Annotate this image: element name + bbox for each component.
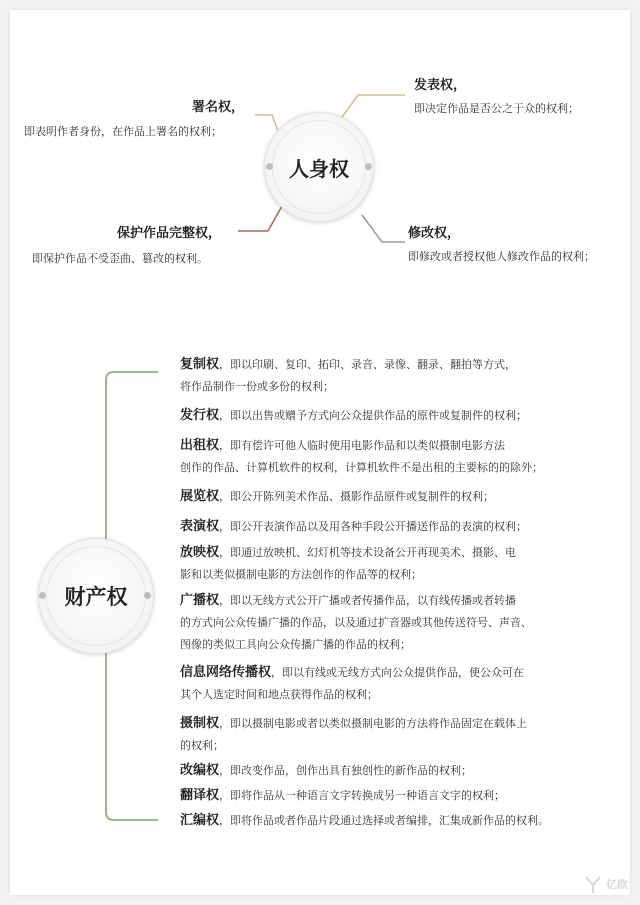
branch-desc: 即保护作品不受歪曲、篡改的权利。 [32, 252, 208, 265]
item-title: 出租权 [180, 438, 220, 453]
item-desc: ，即将作品从一种语言文字转换成另一种语言文字的权利； [219, 789, 506, 802]
item-desc-cont: 的权利； [180, 739, 224, 752]
watermark [584, 875, 628, 895]
yiou-logo-icon [584, 875, 602, 895]
item-title: 放映权 [180, 545, 220, 560]
property-rights-title: 财产权 [64, 585, 128, 609]
item-title: 汇编权 [180, 813, 220, 828]
item-title: 翻译权 [180, 788, 220, 803]
item-desc: ，即改变作品，创作出具有独创性的新作品的权利； [219, 764, 473, 777]
item-desc: ，即以无线方式公开广播或者传播作品，以有线传播或者转播 [219, 594, 517, 607]
item-desc-cont: 创作的作品、计算机软件的权利，计算机软件不是出租的主要标的的除外； [180, 461, 543, 474]
item-desc: ，即以出售或赠予方式向公众提供作品的原件或复制件的权利； [219, 409, 528, 422]
property-item-rental [180, 435, 543, 479]
item-desc: ，即公开表演作品以及用各种手段公开播送作品的表演的权利； [219, 520, 528, 533]
property-item-exhibition [180, 486, 494, 508]
item-desc-cont: 其个人选定时间和地点获得作品的权利； [180, 688, 378, 701]
item-desc-cont: 影和以类似摄制电影的方法创作的作品等的权利； [180, 568, 422, 581]
property-item-performance [180, 516, 527, 538]
diagram-card [10, 10, 630, 895]
property-item-broadcast [180, 590, 532, 656]
item-title: 信息网络传播权 [180, 665, 272, 680]
property-item-network [180, 662, 524, 706]
item-desc: ，即有偿许可他人临时使用电影作品和以类似摄制电影方法 [219, 439, 506, 452]
branch-desc: 即修改或者授权他人修改作品的权利； [408, 250, 595, 263]
item-desc-cont: 将作品制作一份或多份的权利； [180, 380, 334, 393]
property-item-filming [180, 713, 527, 757]
property-item-adaptation [180, 760, 472, 782]
item-title: 复制权 [180, 357, 220, 372]
branch-title: 署名权， [192, 100, 245, 115]
item-desc: ，即通过放映机、幻灯机等技术设备公开再现美术、摄影、电 [219, 546, 517, 559]
property-item-reproduction [180, 354, 516, 398]
property-item-screening [180, 542, 516, 586]
item-title: 广播权 [180, 593, 220, 608]
item-desc: ，即公开陈列美术作品、摄影作品原件或复制件的权利； [219, 490, 495, 503]
item-desc-cont: 图像的类似工具向公众传播广播的作品的权利； [180, 638, 411, 651]
item-title: 摄制权 [180, 716, 220, 731]
branch-desc: 即表明作者身份，在作品上署名的权利； [24, 125, 222, 138]
item-title: 发行权 [180, 408, 220, 423]
hub-dot-right [144, 592, 151, 599]
item-title: 表演权 [180, 519, 220, 534]
hub-dot-left [39, 592, 46, 599]
branch-title: 保护作品完整权， [117, 226, 222, 241]
item-desc: ，即以摄制电影或者以类似摄制电影的方法将作品固定在载体上 [219, 717, 528, 730]
item-title: 改编权 [180, 763, 220, 778]
item-desc: ，即以有线或无线方式向公众提供作品，使公众可在 [271, 666, 525, 679]
property-item-compilation [180, 810, 549, 832]
item-desc: ，即以印刷、复印、拓印、录音、录像、翻录、翻拍等方式， [219, 358, 517, 371]
personal-rights-title: 人身权 [289, 156, 349, 181]
branch-title: 修改权， [408, 226, 461, 241]
property-rights-hub [38, 538, 154, 654]
watermark-text: 亿欧 [606, 878, 628, 891]
branch-title: 发表权， [414, 78, 467, 93]
item-title: 展览权 [180, 489, 220, 504]
property-item-translation [180, 785, 505, 807]
item-desc-cont: 的方式向公众传播广播的作品，以及通过扩音器或其他传送符号、声音、 [180, 616, 532, 629]
branch-desc: 即决定作品是否公之于众的权利； [414, 102, 579, 115]
item-desc: ，即将作品或者作品片段通过选择或者编排，汇集成新作品的权利。 [219, 814, 550, 827]
property-item-distribution [180, 405, 527, 427]
